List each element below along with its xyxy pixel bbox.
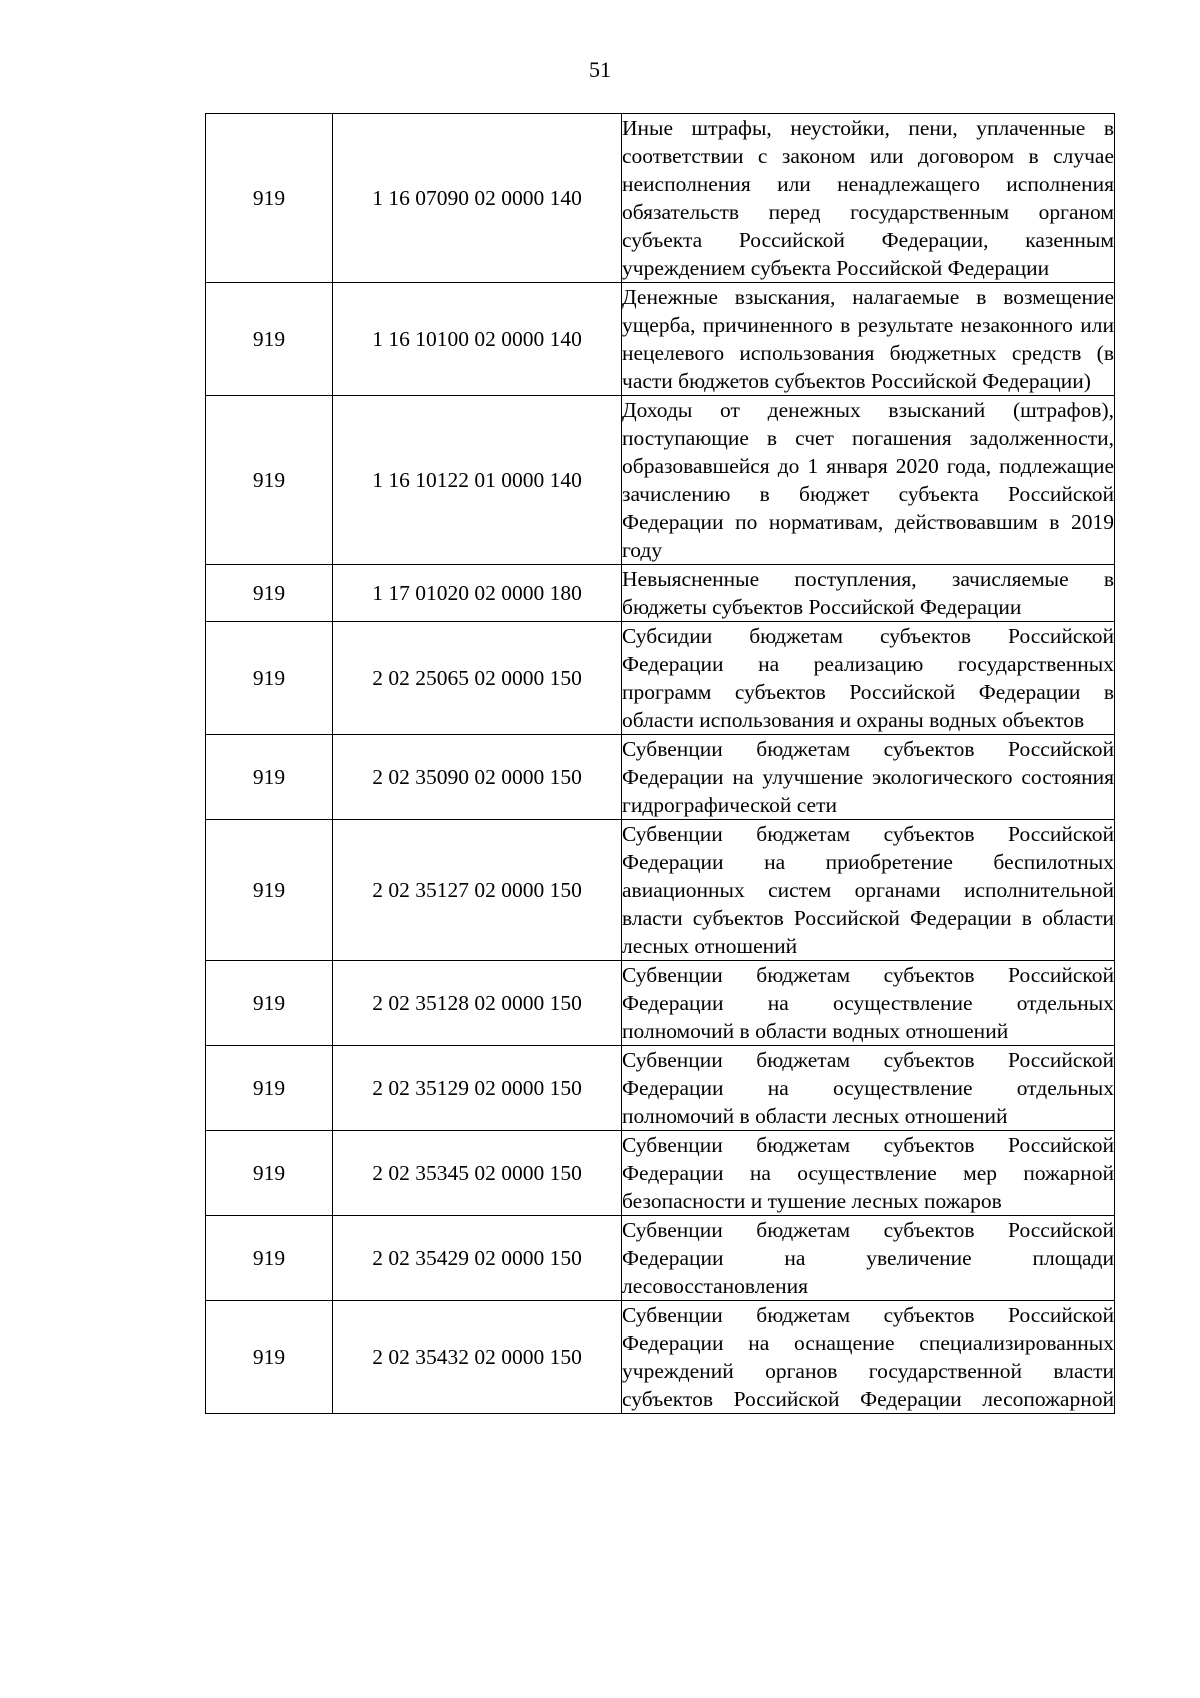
table-row [206,622,1115,735]
description-cell: Денежные взыскания, налагаемые в возмещение ущерба, причиненного в результате незаконного или нецелевого использования бюджетных средств (в части бюджетов субъектов Российской Федерации) [622,283,1115,396]
table-row [206,1301,1115,1414]
description-cell: Субвенции бюджетам субъектов Российской Федерации на осуществление отдельных полномочий в области лесных отношений [622,1046,1115,1131]
table-row [206,565,1115,622]
admin-code-cell: 919 [206,1216,333,1301]
table-row [206,114,1115,283]
description-cell: Субвенции бюджетам субъектов Российской Федерации на осуществление отдельных полномочий в области водных отношений [622,961,1115,1046]
description-cell: Субвенции бюджетам субъектов Российской Федерации на осуществление мер пожарной безопасности и тушение лесных пожаров [622,1131,1115,1216]
table-row [206,820,1115,961]
budget-code-cell: 2 02 35129 02 0000 150 [333,1046,622,1131]
admin-code-cell: 919 [206,1301,333,1414]
page-number: 51 [589,57,611,82]
description-cell: Иные штрафы, неустойки, пени, уплаченные в соответствии с законом или договором в случае неисполнения или ненадлежащего исполнения обязательств перед государственным органом субъекта Российской Федерации, казенным учреждением субъекта Российской Федерации [622,114,1115,283]
description-cell: Субвенции бюджетам субъектов Российской Федерации на оснащение специализированных учреждений органов государственной власти субъектов Российской Федерации лесопожарной [622,1301,1115,1414]
budget-code-cell: 2 02 25065 02 0000 150 [333,622,622,735]
admin-code-cell: 919 [206,622,333,735]
budget-code-cell: 2 02 35128 02 0000 150 [333,961,622,1046]
admin-code-cell: 919 [206,961,333,1046]
description-cell: Невыясненные поступления, зачисляемые в бюджеты субъектов Российской Федерации [622,565,1115,622]
admin-code-cell: 919 [206,820,333,961]
description-cell: Субсидии бюджетам субъектов Российской Федерации на реализацию государственных программ субъектов Российской Федерации в области использования и охраны водных объектов [622,622,1115,735]
budget-code-cell: 1 16 10122 01 0000 140 [333,396,622,565]
budget-code-cell: 2 02 35127 02 0000 150 [333,820,622,961]
table-row [206,1131,1115,1216]
budget-code-cell: 1 16 10100 02 0000 140 [333,283,622,396]
admin-code-cell: 919 [206,114,333,283]
description-cell: Доходы от денежных взысканий (штрафов), поступающие в счет погашения задолженности, образовавшейся до 1 января 2020 года, подлежащие зачислению в бюджет субъекта Российской Федерации по нормативам, действовавшим в 2019 году [622,396,1115,565]
admin-code-cell: 919 [206,283,333,396]
description-cell: Субвенции бюджетам субъектов Российской Федерации на увеличение площади лесовосстановления [622,1216,1115,1301]
budget-code-cell: 2 02 35345 02 0000 150 [333,1131,622,1216]
table-row [206,961,1115,1046]
budget-code-cell: 2 02 35432 02 0000 150 [333,1301,622,1414]
table-row [206,735,1115,820]
budget-code-cell: 2 02 35090 02 0000 150 [333,735,622,820]
admin-code-cell: 919 [206,735,333,820]
admin-code-cell: 919 [206,1131,333,1216]
budget-revenue-table [205,113,1115,1414]
budget-code-cell: 1 16 07090 02 0000 140 [333,114,622,283]
table-row [206,283,1115,396]
admin-code-cell: 919 [206,396,333,565]
admin-code-cell: 919 [206,1046,333,1131]
table-row [206,1216,1115,1301]
description-cell: Субвенции бюджетам субъектов Российской Федерации на улучшение экологического состояния гидрографической сети [622,735,1115,820]
budget-code-cell: 1 17 01020 02 0000 180 [333,565,622,622]
description-cell: Субвенции бюджетам субъектов Российской Федерации на приобретение беспилотных авиационных систем органами исполнительной власти субъектов Российской Федерации в области лесных отношений [622,820,1115,961]
table-row [206,396,1115,565]
table-row [206,1046,1115,1131]
budget-code-cell: 2 02 35429 02 0000 150 [333,1216,622,1301]
admin-code-cell: 919 [206,565,333,622]
